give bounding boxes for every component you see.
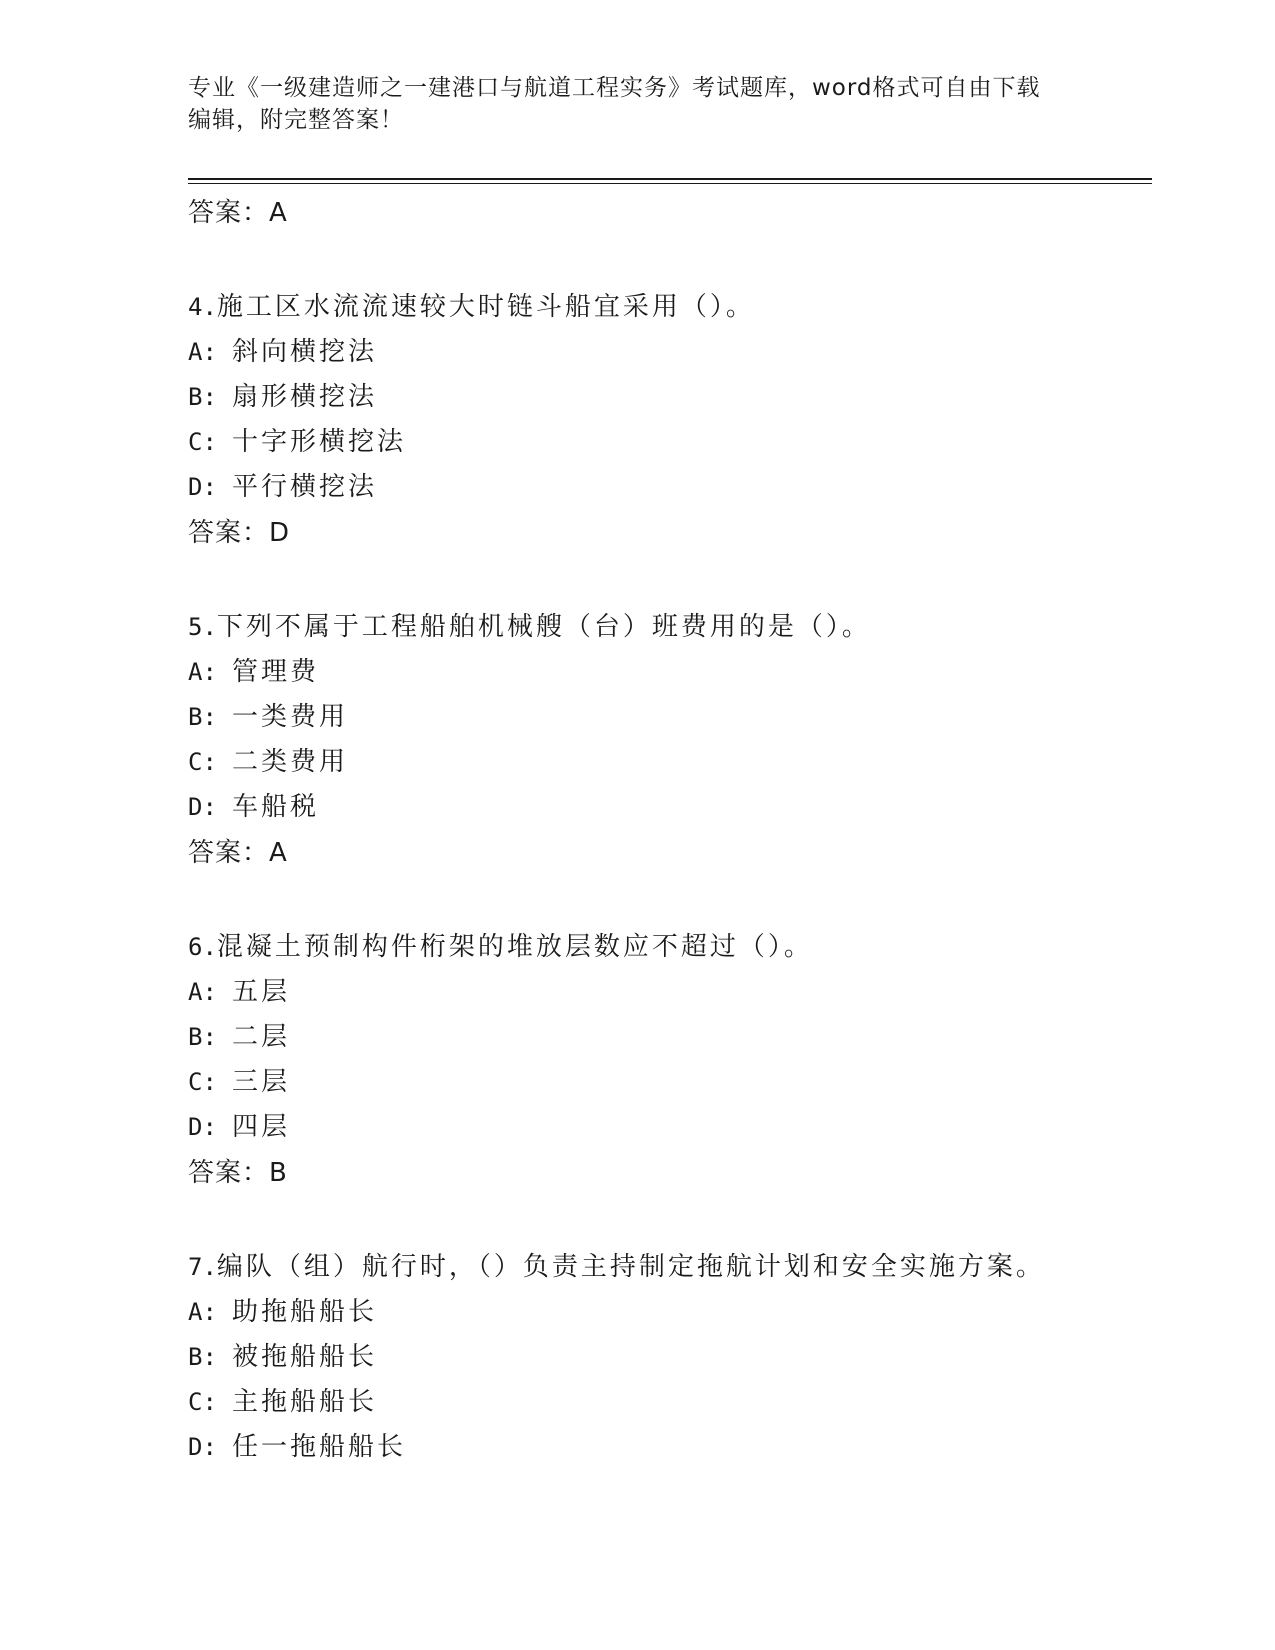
question-number: 4.: [188, 293, 217, 321]
option-letter: C:: [188, 748, 217, 776]
question-block: [188, 1244, 1152, 1470]
option-d: [188, 465, 1152, 510]
option-text: 被拖船船长: [232, 1342, 378, 1372]
question-stem: [188, 284, 1152, 330]
option-letter: D:: [188, 1433, 217, 1461]
option-a: [188, 970, 1152, 1015]
question-block: [188, 284, 1152, 556]
option-d: [188, 1105, 1152, 1150]
question-number: 5.: [188, 613, 217, 641]
option-b: [188, 1015, 1152, 1060]
option-text: 一类费用: [232, 702, 349, 732]
option-text: 助拖船船长: [232, 1297, 378, 1327]
option-text: 二层: [232, 1022, 291, 1052]
option-letter: B:: [188, 703, 217, 731]
option-text: 管理费: [232, 657, 320, 687]
option-b: [188, 695, 1152, 740]
question-stem: [188, 604, 1152, 650]
answer-line: 答案：D: [188, 518, 291, 548]
option-letter: C:: [188, 1068, 217, 1096]
option-letter: A:: [188, 658, 217, 686]
option-letter: D:: [188, 793, 217, 821]
option-a: [188, 1290, 1152, 1335]
option-text: 五层: [232, 977, 291, 1007]
option-text: 斜向横挖法: [232, 337, 378, 367]
option-c: [188, 1380, 1152, 1425]
option-a: [188, 330, 1152, 375]
question-number: 6.: [188, 933, 217, 961]
question-text: 混凝土预制构件桁架的堆放层数应不超过（）。: [216, 932, 813, 962]
question-text: 编队（组）航行时，（）负责主持制定拖航计划和安全实施方案。: [216, 1252, 1045, 1282]
question-text: 下列不属于工程船舶机械艘（台）班费用的是（）。: [216, 612, 871, 642]
option-text: 四层: [232, 1112, 291, 1142]
option-letter: A:: [188, 338, 217, 366]
option-text: 车船税: [232, 792, 320, 822]
option-text: 三层: [232, 1067, 291, 1097]
option-text: 二类费用: [232, 747, 349, 777]
answer-line: 答案：B: [188, 1158, 288, 1188]
document-header: 专业《一级建造师之一建港口与航道工程实务》考试题库，word格式可自由下载 编辑，附完整答案！: [188, 75, 1041, 133]
question-stem: [188, 924, 1152, 970]
header-divider-thin: [188, 183, 1152, 184]
question-block: [188, 604, 1152, 876]
option-letter: A:: [188, 1298, 217, 1326]
option-letter: B:: [188, 1023, 217, 1051]
option-letter: D:: [188, 473, 217, 501]
option-letter: A:: [188, 978, 217, 1006]
answer-line: 答案：A: [188, 838, 288, 868]
option-b: [188, 375, 1152, 420]
question-text: 施工区水流流速较大时链斗船宜采用（）。: [216, 292, 755, 322]
option-b: [188, 1335, 1152, 1380]
header-divider-thick: [188, 178, 1152, 180]
option-c: [188, 1060, 1152, 1105]
option-letter: B:: [188, 1343, 217, 1371]
option-letter: D:: [188, 1113, 217, 1141]
option-text: 主拖船船长: [232, 1387, 378, 1417]
option-letter: B:: [188, 383, 217, 411]
question-list: [188, 190, 1152, 1470]
option-text: 平行横挖法: [232, 472, 378, 502]
option-d: [188, 785, 1152, 830]
option-d: [188, 1425, 1152, 1470]
option-c: [188, 420, 1152, 465]
question-number: 7.: [188, 1253, 217, 1281]
option-letter: C:: [188, 428, 217, 456]
option-text: 十字形横挖法: [232, 427, 407, 457]
option-letter: C:: [188, 1388, 217, 1416]
question-stem: [188, 1244, 1152, 1290]
option-text: 扇形横挖法: [232, 382, 378, 412]
option-c: [188, 740, 1152, 785]
option-a: [188, 650, 1152, 695]
option-text: 任一拖船船长: [232, 1432, 407, 1462]
answer-line: 答案：A: [188, 198, 288, 228]
question-block: [188, 924, 1152, 1196]
